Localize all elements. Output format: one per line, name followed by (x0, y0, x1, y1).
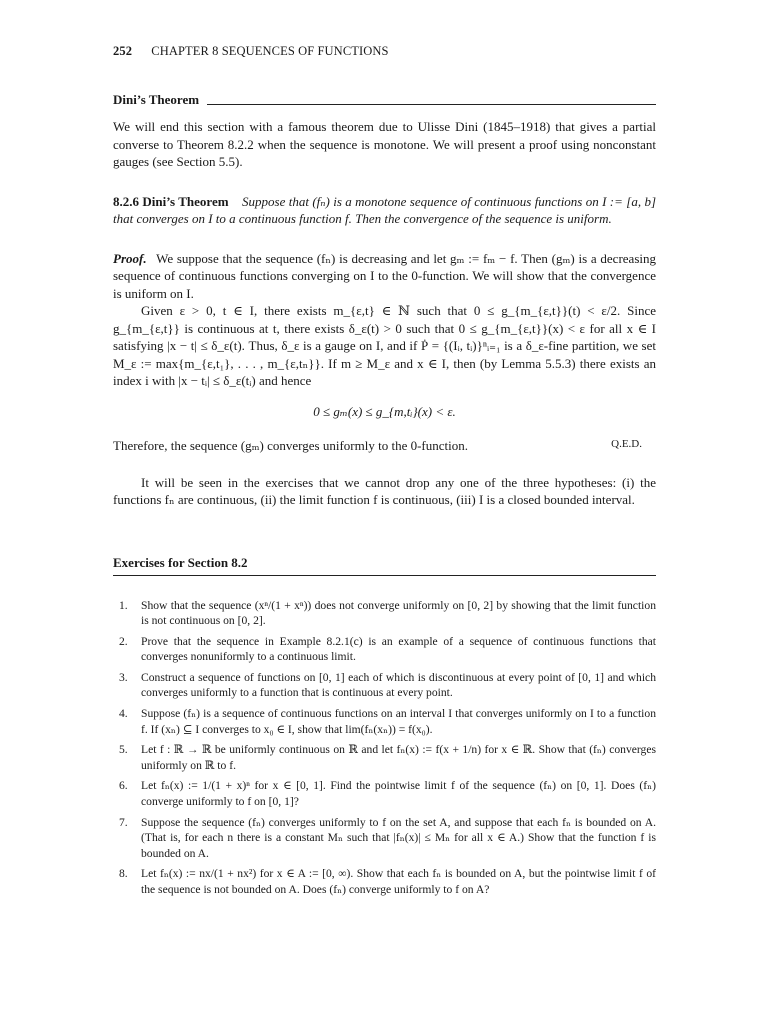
proof-label: Proof. (113, 250, 147, 266)
exercise-text: Let f : ℝ → ℝ be uniformly continuous on ℝ and let fₙ(x) := f(x + 1/n) for x ∈ ℝ. Show that (fₙ) converges uniformly on ℝ to f. (141, 743, 656, 772)
section-title: Dini’s Theorem (113, 92, 200, 107)
exercise-item (113, 670, 656, 701)
heading-rule (207, 104, 656, 105)
theorem-statement: Suppose that (fₙ) is a monotone sequence of continuous functions on I := [a, b] that converges on I to a continuous function f. Then the convergence of the sequence is uniform. (113, 193, 656, 226)
qed-mark: Q.E.D. (611, 437, 642, 450)
exercise-text: Let fₙ(x) := nx/(1 + nx²) for x ∈ A := [0, ∞). Show that each fₙ is bounded on A, but the pointwise limit f of the sequence is not bounded on A. Does (fₙ) converge uniformly to f on A? (141, 867, 656, 896)
exercise-item (113, 815, 656, 862)
exercise-number: 4. (119, 707, 128, 721)
exercise-number: 3. (119, 670, 128, 684)
exercise-text: Suppose the sequence (fₙ) converges uniformly to f on the set A, and suppose that each fₙ is bounded on A. (That is, for each n there is a constant Mₙ such that |fₙ(x)| ≤ Mₙ for all x ∈ A.) Show that the function f is bounded on A. (141, 815, 656, 860)
exercise-text: Suppose (fₙ) is a sequence of continuous functions on an interval I that converges uniformly on I to a function f. If (xₙ) ⊆ I converges to x₀ ∈ I, show that lim(fₙ(xₙ)) = f(x₀). (141, 707, 656, 736)
theorem-label: 8.2.6 Dini’s Theorem (113, 193, 229, 209)
exercise-number: 2. (119, 634, 128, 648)
exercise-number: 8. (119, 867, 128, 881)
section-heading (113, 92, 656, 108)
theorem-block (113, 193, 656, 228)
exercise-number: 1. (119, 598, 128, 612)
display-equation: 0 ≤ gₘ(x) ≤ g_{m,tᵢ}(x) < ε. (313, 403, 456, 419)
exercises-heading: Exercises for Section 8.2 (113, 555, 656, 576)
exercise-item (113, 778, 656, 809)
exercise-list (113, 598, 656, 898)
exercise-item (113, 634, 656, 665)
section-intro: We will end this section with a famous theorem due to Ulisse Dini (1845–1918) that gives a partial converse to Theorem 8.2.2 when the sequence is monotone. We will present a proof using nonconstant gauges (see Section 5.5). (113, 119, 656, 169)
proof-paragraph-1 (113, 250, 656, 303)
exercise-text: Let fₙ(x) := 1/(1 + x)ⁿ for x ∈ [0, 1]. Find the pointwise limit f of the sequence (fₙ) on [0, 1]. Does (fₙ) converge uniformly to f on [0, 1]? (141, 779, 656, 809)
exercise-item (113, 598, 656, 629)
exercise-number: 7. (119, 815, 128, 829)
page-number: 252 (113, 44, 133, 58)
conclusion-text: Therefore, the sequence (gₘ) converges uniformly to the 0-function. (113, 437, 468, 453)
running-header (113, 44, 656, 66)
chapter-title: CHAPTER 8 SEQUENCES OF FUNCTIONS (151, 44, 389, 58)
exercise-text: Construct a sequence of functions on [0, 1] each of which is discontinuous at every point of [0, 1] and which converges uniformly to a function that is continuous at every point. (141, 670, 656, 700)
exercise-text: Prove that the sequence in Example 8.2.1(c) is an example of a sequence of continuous functions that converges nonuniformly to a continuous limit. (141, 634, 656, 664)
remark-paragraph: It will be seen in the exercises that we cannot drop any one of the three hypotheses: (i) the functions fₙ are continuous, (ii) the limit function f is continuous, (iii) I is a closed bounded interval. (113, 474, 656, 507)
exercise-number: 6. (119, 779, 128, 793)
proof-paragraph-2: Given ε > 0, t ∈ I, there exists m_{ε,t} ∈ ℕ such that 0 ≤ g_{m_{ε,t}}(t) < ε/2. Since g_{m_{ε,t}} is continuous at t, there exists δ_ε(t) > 0 such that 0 ≤ g_{m_{ε,t}}(x) < ε for all x ∈ I satisfying |x − t| ≤ δ_ε(t). Thus, δ_ε is a gauge on I, and if Ṗ = {(Iᵢ, tᵢ)}ⁿᵢ₌₁ is a δ_ε-fine partition, we set M_ε := max{m_{ε,t₁}, . . . , m_{ε,tₙ}}. If m ≥ M_ε and x ∈ I, then (by Lemma 5.5.3) there exists an index i with |x − tᵢ| ≤ δ_ε(tᵢ) and hence (113, 303, 656, 388)
exercise-text: Show that the sequence (xⁿ/(1 + xⁿ)) does not converge uniformly on [0, 2] by showing that the limit function is not continuous on [0, 2]. (141, 598, 656, 628)
textbook-page (113, 44, 656, 903)
proof-block (113, 250, 656, 454)
proof-text-1: We suppose that the sequence (fₙ) is decreasing and let gₘ := fₘ − f. Then (gₘ) is a decreasing sequence of continuous functions converging on I to the 0-function. We will show that the convergence is uniform on I. (113, 250, 656, 301)
exercise-number: 5. (119, 743, 128, 757)
exercise-item (113, 742, 656, 773)
exercise-item (113, 866, 656, 897)
exercise-item (113, 706, 656, 737)
proof-conclusion (113, 438, 656, 454)
